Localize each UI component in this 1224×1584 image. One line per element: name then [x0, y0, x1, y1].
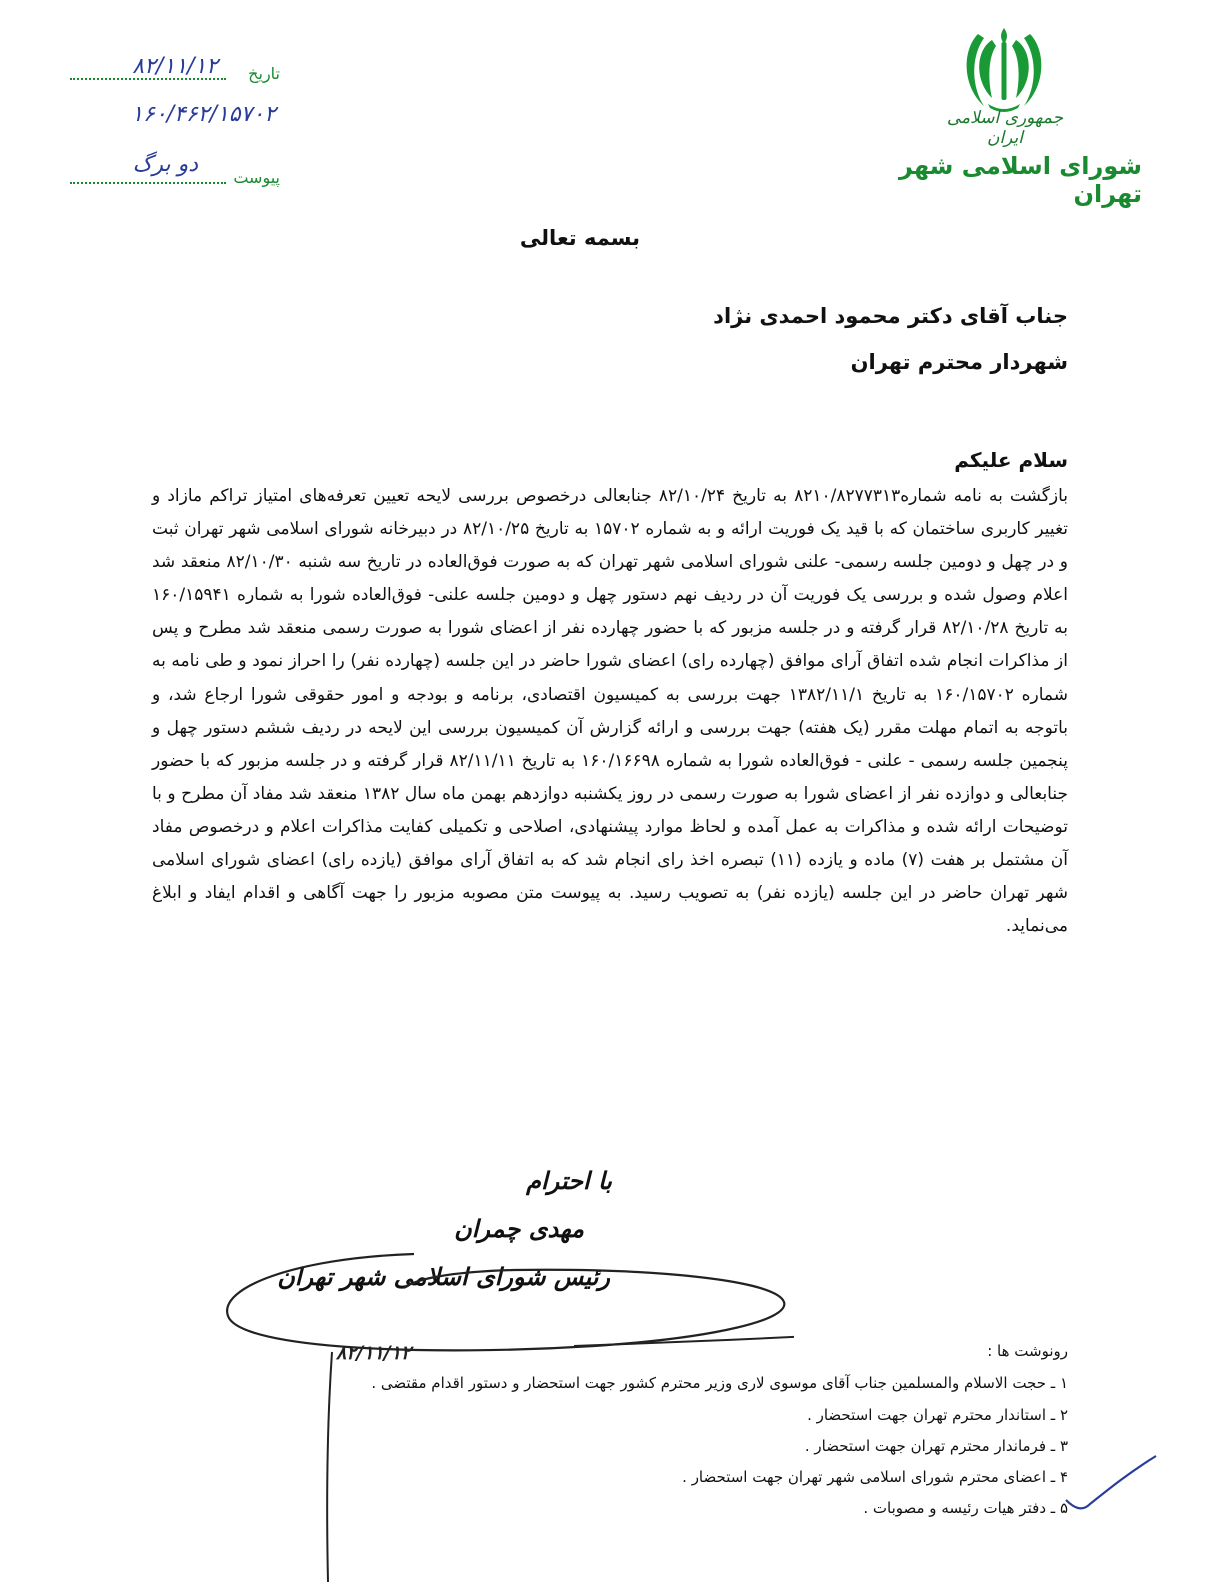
greeting: سلام علیکم	[954, 448, 1068, 472]
attachment-value: دو برگ	[132, 152, 198, 177]
cc-item: ۱ ـ حجت الاسلام والمسلمین جناب آقای موسوی لاری وزیر محترم کشور جهت استحضار و دستور اقدام مقتضی .	[371, 1374, 1068, 1392]
iran-emblem-icon	[962, 24, 1046, 116]
date-value: ۸۲/۱۱/۱۲	[132, 54, 218, 79]
signer-name: مهدی چمران	[454, 1214, 584, 1243]
closing: با احترام	[526, 1166, 612, 1195]
number-row	[30, 102, 280, 136]
cc-item: ۴ ـ اعضای محترم شورای اسلامی شهر تهران جهت استحضار .	[682, 1468, 1068, 1486]
cc-item: ۵ ـ دفتر هیات رئیسه و مصوبات .	[863, 1499, 1068, 1517]
attachment-label: پیوست	[233, 168, 280, 187]
date-row	[30, 54, 280, 90]
basmala: بسمه تعالی	[519, 226, 641, 250]
margin-stroke-icon	[318, 1350, 338, 1584]
council-name-header: شورای اسلامی شهر تهران	[899, 152, 1142, 208]
cc-item: ۳ ـ فرماندار محترم تهران جهت استحضار .	[804, 1437, 1068, 1455]
handwritten-date: ۸۲/۱۱/۱۲	[336, 1342, 412, 1364]
cc-item: ۲ ـ استاندار محترم تهران جهت استحضار .	[807, 1406, 1068, 1424]
letter-body: بازگشت به نامه شماره۸۲۱۰/۸۲۷۷۳۱۳ به تاریخ ۸۲/۱۰/۲۴ جنابعالی درخصوص بررسی لایحه تعیین تعرفه‌های امتیاز تراکم مازاد و تغییر کاربری ساختمان که با قید یک فوریت ارائه و به شماره ۱۵۷۰۲ به تاریخ ۸۲/۱۰/۲۵ در دبیرخانه شورای اسلامی شهر تهران ثبت و در چهل و دومین جلسه رسمی- علنی شورای اسلامی شهر تهران که به صورت فوق‌العاده در تاریخ سه شنبه ۸۲/۱۰/۳۰ منعقد شد اعلام وصول شده و بررسی یک فوریت آن در ردیف نهم دستور چهل و دومین جلسه علنی- فوق‌العاده شورا به شماره ۱۶۰/۱۵۹۴۱ به تاریخ ۸۲/۱۰/۲۸ قرار گرفته و در جلسه مزبور که با حضور چهارده نفر از اعضای شورا به صورت رسمی منعقد شد مطرح و پس از مذاکرات انجام شده اتفاق آرای موافق (چهارده رای) اعضای شورا حاضر در این جلسه (چهارده نفر) را احراز نمود و طی نامه به شماره ۱۶۰/۱۵۷۰۲ به تاریخ ۱۳۸۲/۱۱/۱ جهت بررسی به کمیسیون اقتصادی، برنامه و بودجه و امور حقوقی شورا ارجاع شد، و باتوجه به اتمام مهلت مقرر (یک هفته) جهت بررسی و ارائه گزارش آن کمیسیون بررسی این لایحه در ردیف ششم دستور چهل و پنجمین جلسه رسمی - علنی - فوق‌العاده شورا به شماره ۱۶۰/۱۶۶۹۸ به تاریخ ۸۲/۱۱/۱۱ قرار گرفته و در جلسه مزبور که با حضور جنابعالی و دوازده نفر از اعضای شورا به صورت رسمی در روز یکشنبه دوازدهم بهمن ماه سال ۱۳۸۲ منعقد شد مفاد آن مطرح و با توضیحات ارائه شده و مذاکرات به عمل آمده و لحاظ موارد پیشنهادی، اصلاحی و تکمیلی کفایت مذاکرات اعلام و درخصوص مفاد آن مشتمل بر هفت (۷) ماده و یازده (۱۱) تبصره اخذ رای انجام شد که به اتفاق آرای موافق (یازده رای) اعضای شورای اسلامی شهر تهران حاضر در این جلسه (یازده نفر) به تصویب رسید. به پیوست متن مصوبه مزبور را جهت آگاهی و اقدام ایفاد و ابلاغ می‌نماید.	[152, 486, 1069, 937]
addressee-title: شهردار محترم تهران	[850, 350, 1068, 374]
addressee-name: جناب آقای دکتر محمود احمدی نژاد	[713, 304, 1068, 328]
checkmark-icon	[1060, 1452, 1160, 1522]
attachment-dots	[70, 182, 226, 184]
number-value: ۱۶۰/۴۶۲/۱۵۷۰۲	[131, 102, 276, 127]
signature-stroke-icon	[214, 1228, 794, 1358]
emblem-caption: جمهوری اسلامی ایران	[946, 108, 1064, 148]
date-label: تاریخ	[248, 64, 280, 83]
signer-title: رئیس شورای اسلامی شهر تهران	[277, 1262, 610, 1291]
cc-title: رونوشت ها :	[987, 1342, 1068, 1360]
attachment-row	[30, 152, 280, 194]
